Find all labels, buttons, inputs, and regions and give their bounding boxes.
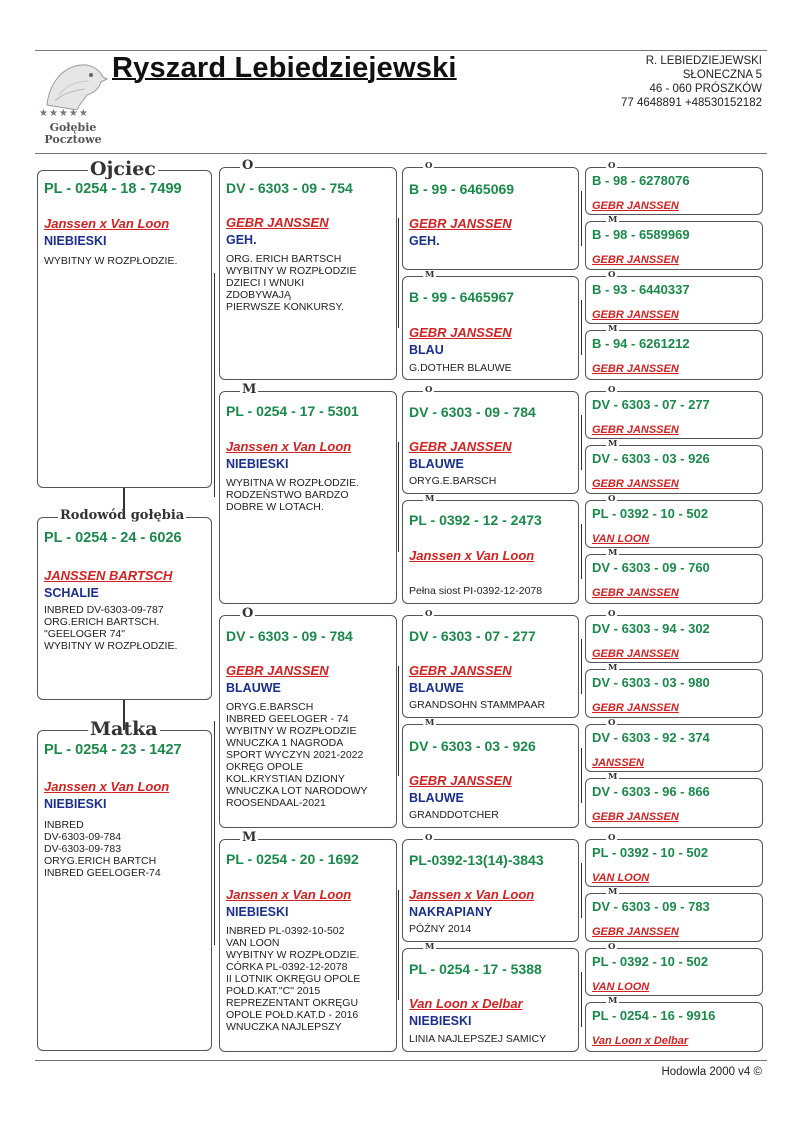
grandparent-card bbox=[219, 830, 397, 1052]
great-grandparent-card bbox=[402, 161, 579, 270]
grandparent-card bbox=[219, 158, 397, 380]
registration-number: PL - 0254 - 23 - 1427 bbox=[44, 742, 182, 758]
registration-number: DV - 6303 - 07 - 277 bbox=[592, 397, 710, 412]
registration-number: PL - 0392 - 10 - 502 bbox=[592, 954, 709, 969]
card-caption: O bbox=[425, 609, 433, 619]
color-label: NIEBIESKI bbox=[44, 234, 107, 248]
bracket-connector bbox=[581, 300, 587, 355]
great-grandparent-card bbox=[402, 718, 579, 828]
breed-line: GEBR JANSSEN bbox=[592, 424, 679, 436]
breed-line: GEBR JANSSEN bbox=[226, 663, 329, 678]
card-caption: M bbox=[608, 887, 618, 897]
card-caption: M bbox=[608, 439, 618, 449]
grandparent-card bbox=[219, 382, 397, 604]
logo-word-1: Gołębie bbox=[49, 121, 97, 134]
color-label: GEH. bbox=[226, 233, 257, 247]
registration-number: DV - 6303 - 09 - 760 bbox=[592, 560, 710, 575]
breed-line: JANSSEN BARTSCH bbox=[44, 568, 173, 583]
notes: ORYG.E.BARSCH bbox=[409, 475, 497, 487]
bracket-connector bbox=[581, 639, 587, 694]
notes: INBRED DV-6303-09-787 ORG.ERICH BARTSCH. "GEELOGER 74" WYBITNY W ROZPŁODZIE. bbox=[44, 604, 178, 652]
breed-line: VAN LOON bbox=[592, 981, 650, 993]
ancestor-card bbox=[585, 324, 763, 380]
ancestor-card bbox=[585, 942, 763, 996]
registration-number: PL - 0392 - 10 - 502 bbox=[592, 845, 709, 860]
breed-line: Janssen x Van Loon bbox=[44, 216, 170, 231]
breed-line: Janssen x Van Loon bbox=[226, 887, 352, 902]
card-caption: O bbox=[608, 161, 616, 171]
connector-line bbox=[123, 700, 125, 730]
breed-line: Janssen x Van Loon bbox=[409, 887, 535, 902]
footer-rule bbox=[35, 1060, 767, 1061]
address-line: 77 4648891 +48530152182 bbox=[620, 97, 762, 109]
breed-line: GEBR JANSSEN bbox=[409, 773, 512, 788]
registration-number: DV - 6303 - 09 - 784 bbox=[226, 628, 353, 644]
bracket-connector bbox=[581, 415, 587, 470]
connector-line bbox=[123, 488, 125, 517]
card-caption: O bbox=[425, 161, 433, 171]
great-grandparent-card bbox=[402, 942, 579, 1052]
breed-line: GEBR JANSSEN bbox=[592, 648, 679, 660]
ancestor-card bbox=[585, 887, 763, 942]
breed-line: GEBR JANSSEN bbox=[226, 215, 329, 230]
card-caption: O bbox=[425, 833, 433, 843]
owner-name: Ryszard Lebiedziejewski bbox=[112, 52, 457, 84]
subject-card bbox=[37, 508, 212, 700]
card-caption: M bbox=[608, 215, 618, 225]
registration-number: DV - 6303 - 94 - 302 bbox=[592, 621, 710, 636]
ancestor-card bbox=[585, 494, 763, 548]
color-label: BLAUWE bbox=[226, 681, 281, 695]
registration-number: PL - 0254 - 18 - 7499 bbox=[44, 181, 182, 197]
notes: ORYG.E.BARSCH INBRED GEELOGER - 74 WYBITNY W ROZPŁODZIE WNUCZKA 1 NAGRODA SPORT WYCZYN 2021-2022 OKRĘG OPOLE KOL.KRYSTIAN DZIONY WNUCZKA LOT NARODOWY ROOSENDAAL-2021 bbox=[226, 701, 368, 809]
great-grandparent-card bbox=[402, 609, 579, 718]
breed-line: GEBR JANSSEN bbox=[409, 663, 512, 678]
breed-line: Janssen x Van Loon bbox=[409, 548, 535, 563]
color-label: SCHALIE bbox=[44, 586, 99, 600]
registration-number: DV - 6303 - 09 - 784 bbox=[409, 404, 536, 420]
card-caption: M bbox=[608, 663, 618, 673]
breed-line: GEBR JANSSEN bbox=[592, 309, 679, 321]
card-caption: O bbox=[242, 158, 254, 173]
notes: Pełna siost PI-0392-12-2078 bbox=[409, 585, 543, 597]
color-label: BLAU bbox=[409, 343, 444, 357]
registration-number: PL - 0254 - 17 - 5388 bbox=[409, 961, 542, 977]
registration-number: DV - 6303 - 03 - 926 bbox=[592, 451, 710, 466]
color-label: NIEBIESKI bbox=[44, 797, 107, 811]
address-line: SŁONECZNA 5 bbox=[682, 69, 762, 81]
registration-number: B - 98 - 6589969 bbox=[592, 227, 690, 242]
great-grandparent-card bbox=[402, 385, 579, 494]
card-caption: M bbox=[425, 494, 435, 504]
father-card bbox=[37, 158, 212, 488]
breed-line: VAN LOON bbox=[592, 872, 650, 884]
bracket-connector bbox=[214, 721, 221, 945]
breed-line: GEBR JANSSEN bbox=[592, 200, 679, 212]
ancestor-card bbox=[585, 548, 763, 604]
notes: INBRED PL-0392-10-502 VAN LOON WYBITNY W ROZPŁODZIE. CÓRKA PL-0392-12-2078 II LOTNIK OKRĘGU OPOLE POŁD.KAT."C" 2015 REPREZENTANT OKRĘGU OPOLE POŁD.KAT.D - 2016 WNUCZKA NAJLEPSZY bbox=[226, 925, 361, 1033]
color-label: NIEBIESKI bbox=[226, 457, 289, 471]
card-caption: O bbox=[425, 385, 433, 395]
breed-line: GEBR JANSSEN bbox=[409, 216, 512, 231]
notes: GRANDSOHN STAMMPAAR bbox=[409, 699, 546, 711]
ancestor-card bbox=[585, 718, 763, 772]
breed-line: GEBR JANSSEN bbox=[592, 254, 679, 266]
breed-line: JANSSEN bbox=[592, 757, 644, 769]
logo bbox=[33, 55, 113, 150]
registration-number: B - 98 - 6278076 bbox=[592, 173, 690, 188]
color-label: BLAUWE bbox=[409, 457, 464, 471]
ancestor-card bbox=[585, 385, 763, 439]
registration-number: B - 94 - 6261212 bbox=[592, 336, 690, 351]
ancestor-card bbox=[585, 609, 763, 663]
registration-number: DV - 6303 - 09 - 783 bbox=[592, 899, 710, 914]
logo-word-2: Pocztowe bbox=[44, 133, 102, 146]
registration-number: B - 99 - 6465967 bbox=[409, 289, 515, 305]
ancestor-card bbox=[585, 833, 763, 887]
bracket-connector bbox=[398, 218, 404, 328]
breed-line: GEBR JANSSEN bbox=[592, 702, 679, 714]
notes: GRANDDOTCHER bbox=[409, 809, 499, 821]
card-caption: O bbox=[242, 606, 254, 621]
color-label: NIEBIESKI bbox=[409, 1014, 472, 1028]
address-line: R. LEBIEDZIEJEWSKI bbox=[645, 55, 762, 67]
notes: LINIA NAJLEPSZEJ SAMICY bbox=[409, 1033, 547, 1045]
ancestor-card bbox=[585, 439, 763, 494]
header-rule bbox=[35, 153, 767, 154]
ancestor-card bbox=[585, 663, 763, 718]
breed-line: GEBR JANSSEN bbox=[592, 363, 679, 375]
breed-line: GEBR JANSSEN bbox=[592, 478, 679, 490]
ancestor-card bbox=[585, 270, 763, 324]
breed-line: Janssen x Van Loon bbox=[226, 439, 352, 454]
card-caption: M bbox=[608, 548, 618, 558]
pigeon-head-icon bbox=[39, 55, 109, 110]
card-caption: O bbox=[608, 718, 616, 728]
registration-number: PL - 0254 - 16 - 9916 bbox=[592, 1008, 716, 1023]
card-caption: Matka bbox=[90, 718, 158, 740]
card-caption: O bbox=[608, 942, 616, 952]
breed-line: GEBR JANSSEN bbox=[592, 926, 679, 938]
bracket-connector bbox=[398, 442, 404, 552]
card-caption: M bbox=[242, 382, 257, 397]
card-caption: M bbox=[425, 270, 435, 280]
bracket-connector bbox=[581, 748, 587, 803]
card-caption: M bbox=[608, 996, 618, 1006]
address-block bbox=[621, 54, 762, 110]
registration-number: DV - 6303 - 03 - 926 bbox=[409, 738, 536, 754]
notes: G.DOTHER BLAUWE bbox=[409, 362, 512, 374]
card-caption: M bbox=[608, 772, 618, 782]
registration-number: PL - 0392 - 12 - 2473 bbox=[409, 512, 542, 528]
color-label: NAKRAPIANY bbox=[409, 905, 493, 919]
card-caption: M bbox=[242, 830, 257, 845]
ancestor-card bbox=[585, 215, 763, 270]
stars-icon: ★★★★★ bbox=[39, 108, 89, 119]
bracket-connector bbox=[581, 972, 587, 1027]
registration-number: PL - 0254 - 20 - 1692 bbox=[226, 851, 359, 867]
bracket-connector bbox=[398, 890, 404, 1000]
registration-number: DV - 6303 - 09 - 754 bbox=[226, 180, 353, 196]
registration-number: DV - 6303 - 07 - 277 bbox=[409, 628, 536, 644]
card-caption: Ojciec bbox=[90, 158, 156, 180]
grandparent-card bbox=[219, 606, 397, 828]
notes: WYBITNY W ROZPŁODZIE. bbox=[44, 255, 178, 267]
color-label: BLAUWE bbox=[409, 681, 464, 695]
footer-text: Hodowla 2000 v4 © bbox=[661, 1066, 762, 1078]
card-caption: O bbox=[608, 833, 616, 843]
registration-number: DV - 6303 - 92 - 374 bbox=[592, 730, 710, 745]
breed-line: Van Loon x Delbar bbox=[592, 1035, 689, 1047]
card-caption: M bbox=[425, 718, 435, 728]
card-caption: O bbox=[608, 609, 616, 619]
card-caption: O bbox=[608, 270, 616, 280]
card-caption: O bbox=[608, 385, 616, 395]
registration-number: PL - 0254 - 17 - 5301 bbox=[226, 403, 359, 419]
top-rule bbox=[35, 50, 767, 51]
ancestor-card bbox=[585, 996, 763, 1052]
bracket-connector bbox=[398, 666, 404, 776]
breed-line: Van Loon x Delbar bbox=[409, 996, 523, 1011]
color-label: NIEBIESKI bbox=[226, 905, 289, 919]
bracket-connector bbox=[581, 524, 587, 579]
registration-number: B - 99 - 6465069 bbox=[409, 181, 515, 197]
ancestor-card bbox=[585, 161, 763, 215]
card-caption: O bbox=[608, 494, 616, 504]
breed-line: VAN LOON bbox=[592, 533, 650, 545]
color-label: GEH. bbox=[409, 234, 440, 248]
great-grandparent-card bbox=[402, 494, 579, 604]
great-grandparent-card bbox=[402, 270, 579, 380]
bracket-connector bbox=[581, 191, 587, 246]
breed-line: GEBR JANSSEN bbox=[592, 587, 679, 599]
great-grandparent-card bbox=[402, 833, 579, 942]
card-caption: M bbox=[608, 324, 618, 334]
mother-card bbox=[37, 718, 212, 1051]
breed-line: GEBR JANSSEN bbox=[409, 325, 512, 340]
breed-line: GEBR JANSSEN bbox=[592, 811, 679, 823]
card-caption: M bbox=[425, 942, 435, 952]
breed-line: GEBR JANSSEN bbox=[409, 439, 512, 454]
ancestor-card bbox=[585, 772, 763, 828]
color-label: BLAUWE bbox=[409, 791, 464, 805]
registration-number: B - 93 - 6440337 bbox=[592, 282, 690, 297]
registration-number: PL - 0254 - 24 - 6026 bbox=[44, 530, 182, 546]
breed-line: Janssen x Van Loon bbox=[44, 779, 170, 794]
registration-number: PL - 0392 - 10 - 502 bbox=[592, 506, 709, 521]
notes: INBRED DV-6303-09-784 DV-6303-09-783 ORYG.ERICH BARTCH INBRED GEELOGER-74 bbox=[44, 819, 161, 879]
bracket-connector bbox=[214, 273, 221, 497]
notes: PÓŹNY 2014 bbox=[409, 923, 472, 935]
card-caption: Rodowód gołębia bbox=[60, 508, 185, 523]
notes: WYBITNA W ROZPŁODZIE. RODZEŃSTWO BARDZO DOBRE W LOTACH. bbox=[226, 477, 360, 513]
registration-number: DV - 6303 - 03 - 980 bbox=[592, 675, 710, 690]
bracket-connector bbox=[581, 863, 587, 918]
notes: ORG. ERICH BARTSCH WYBITNY W ROZPŁODZIE DZIECI I WNUKI ZDOBYWAJĄ PIERWSZE KONKURSY. bbox=[226, 253, 357, 313]
registration-number: PL-0392-13(14)-3843 bbox=[409, 852, 544, 868]
address-line: 46 - 060 PRÓSZKÓW bbox=[649, 83, 762, 95]
registration-number: DV - 6303 - 96 - 866 bbox=[592, 784, 710, 799]
